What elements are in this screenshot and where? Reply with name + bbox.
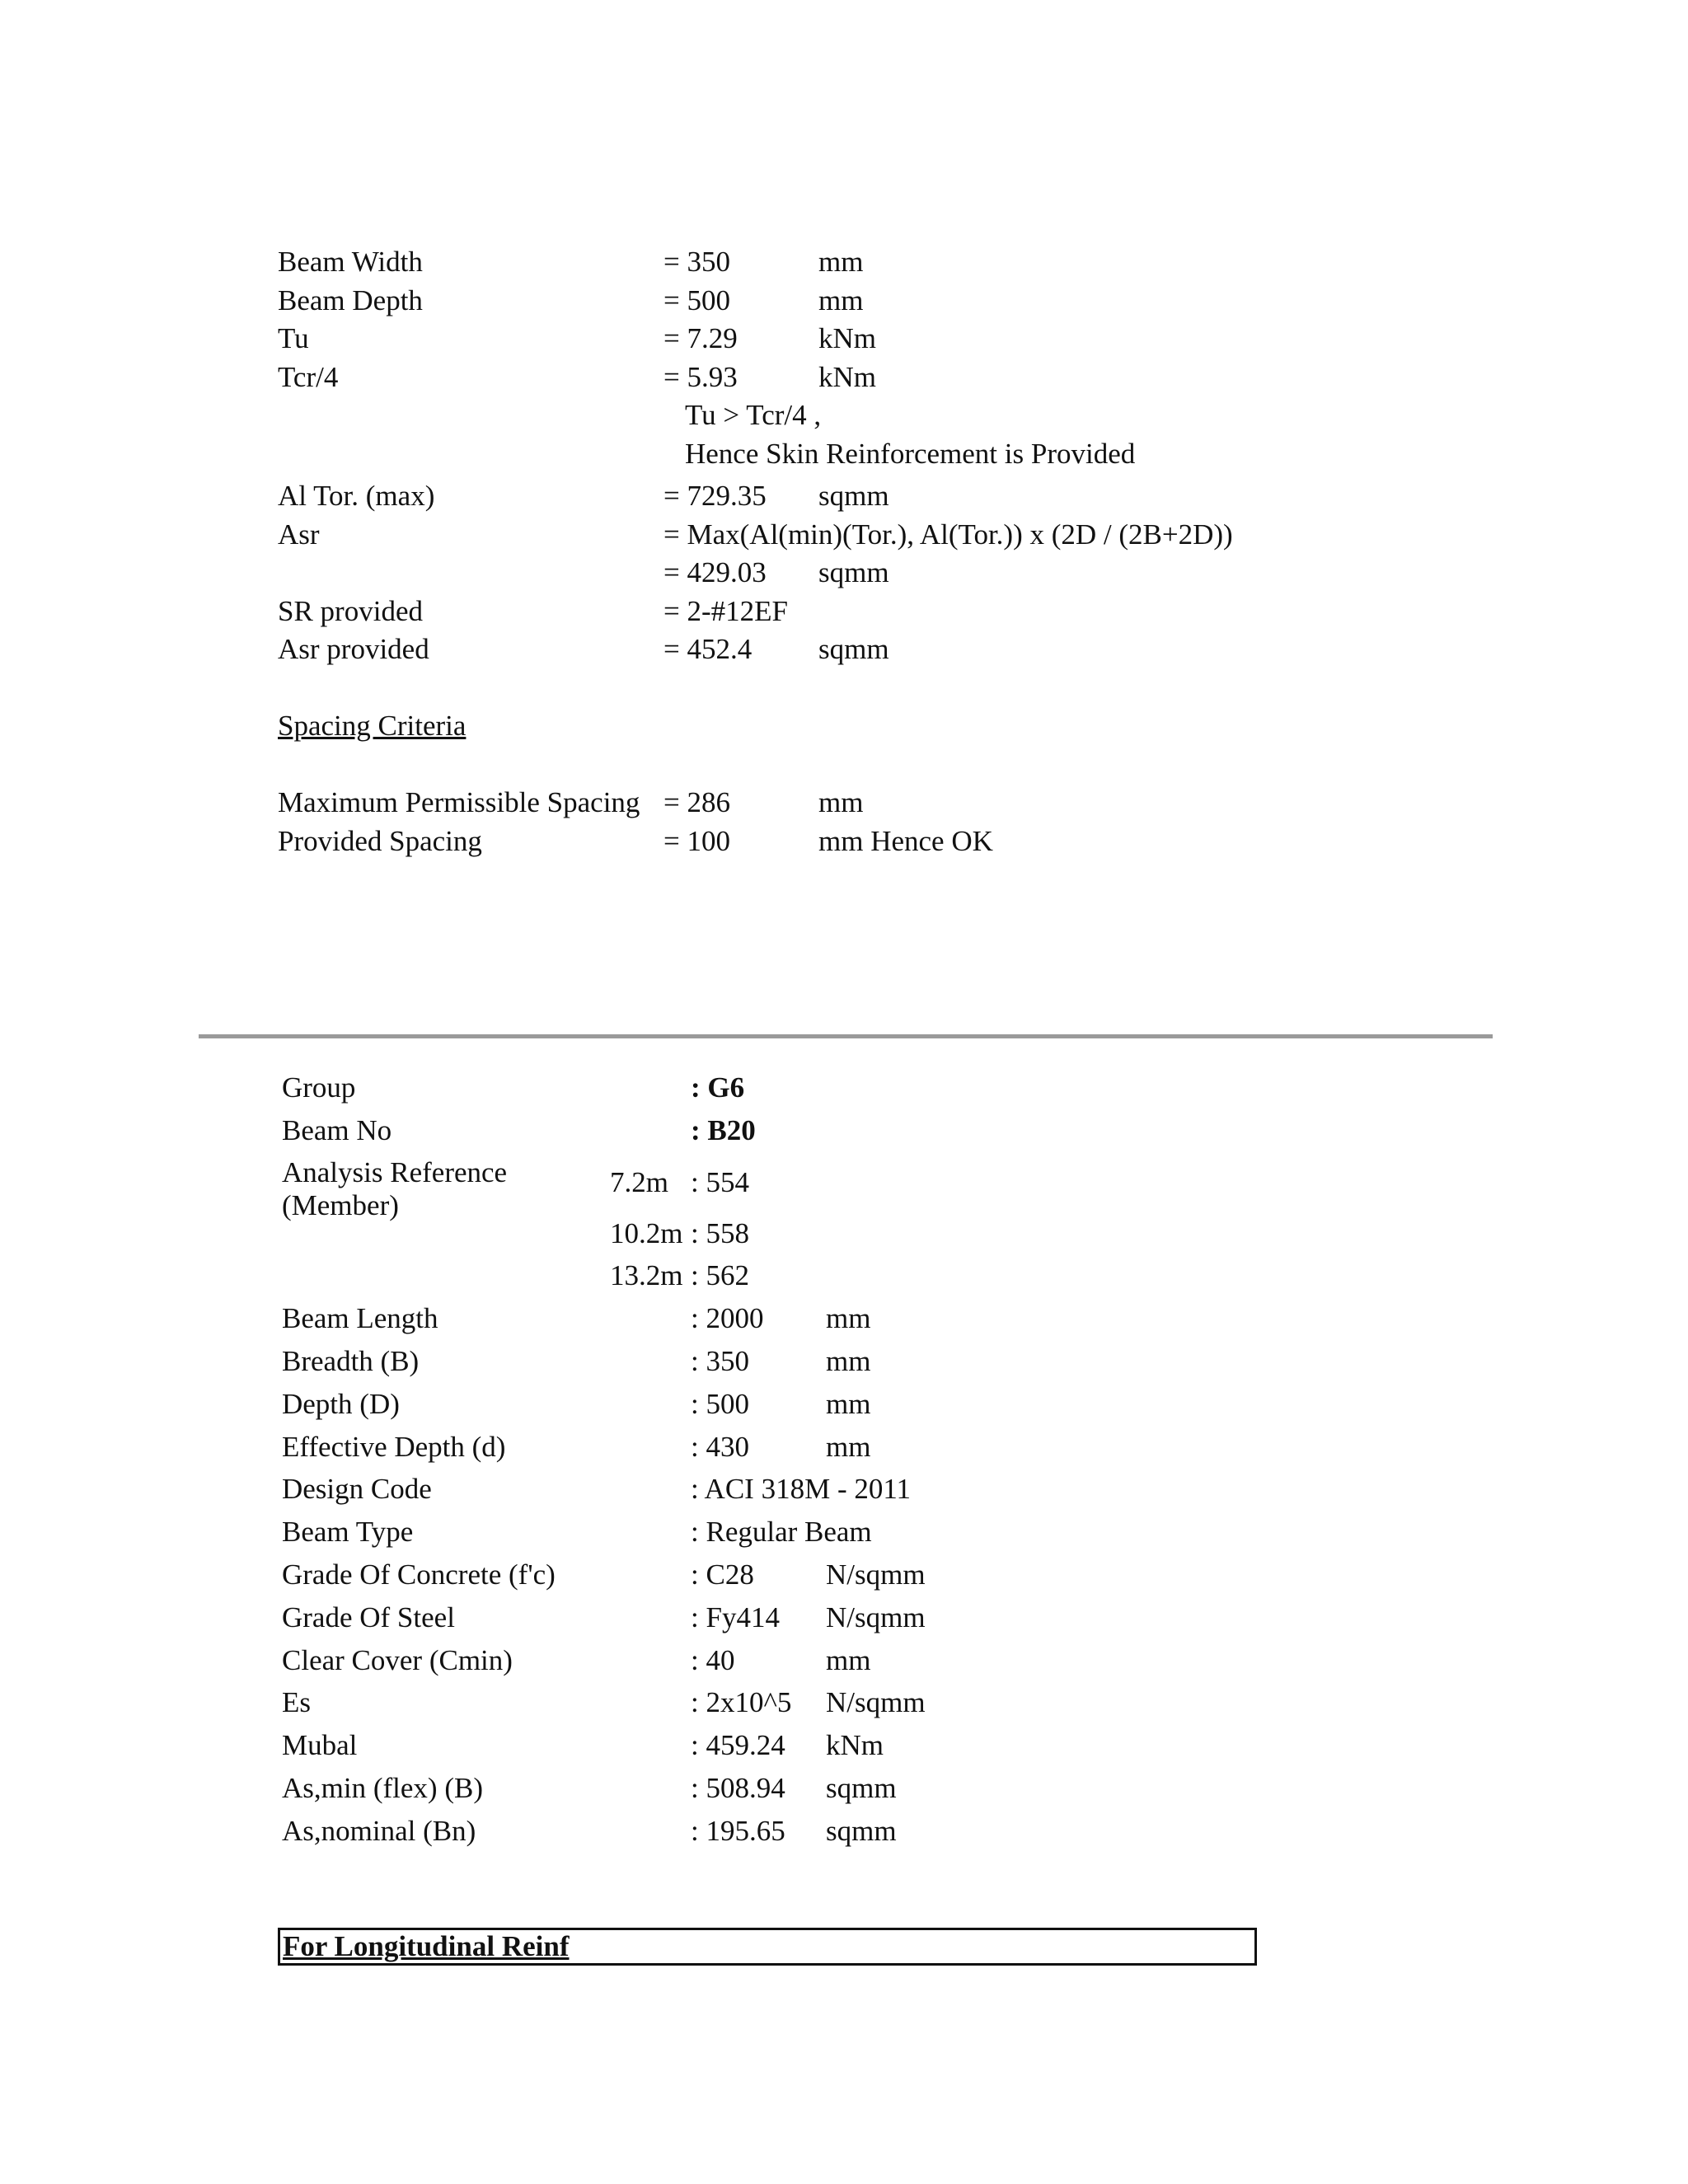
row-label: Beam Width xyxy=(278,246,423,278)
row-value: : Fy414 xyxy=(691,1601,780,1633)
row-unit: mm xyxy=(826,1302,871,1335)
row-value: = 2-#12EF xyxy=(663,594,788,627)
property-row xyxy=(0,1596,1688,1639)
row-unit: mm xyxy=(818,246,864,278)
row-unit: mm xyxy=(818,786,864,818)
row-value: : 500 xyxy=(691,1387,749,1420)
row-unit: kNm xyxy=(818,360,876,393)
row-value: : 430 xyxy=(691,1430,749,1463)
row-label: As,min (flex) (B) xyxy=(282,1771,483,1804)
group-value: : G6 xyxy=(691,1071,745,1104)
property-row xyxy=(0,1554,1688,1596)
member-position: 13.2m xyxy=(610,1259,683,1292)
row-value: = 350 xyxy=(663,246,730,278)
label-line: Analysis Reference xyxy=(282,1155,508,1188)
property-row xyxy=(0,1426,1688,1469)
longitudinal-reinf-heading: For Longitudinal Reinf xyxy=(278,1928,1257,1966)
asr-provided-row xyxy=(0,630,1688,669)
row-label: Tu xyxy=(278,322,309,354)
note-line: Hence Skin Reinforcement is Provided xyxy=(685,437,1136,470)
row-value: : C28 xyxy=(691,1558,754,1591)
sr-provided-row xyxy=(0,593,1688,631)
row-unit: N/sqmm xyxy=(826,1686,926,1719)
row-label: Group xyxy=(282,1071,356,1104)
spacing-heading-row xyxy=(0,707,1688,746)
row-unit: kNm xyxy=(818,322,876,354)
asr-formula: = Max(Al(min)(Tor.), Al(Tor.)) x (2D / (2B+2D)) xyxy=(663,518,1233,551)
tcr-row xyxy=(0,359,1688,397)
property-row xyxy=(0,1340,1688,1383)
row-label: Beam No xyxy=(282,1113,392,1146)
row-value: = 500 xyxy=(663,284,730,316)
property-row xyxy=(0,1511,1688,1554)
row-value: : 2x10^5 xyxy=(691,1686,792,1719)
row-value: : 40 xyxy=(691,1643,735,1676)
row-unit: sqmm xyxy=(818,633,889,665)
provided-spacing-row xyxy=(0,823,1688,861)
property-row xyxy=(0,1681,1688,1724)
row-value: = 7.29 xyxy=(663,322,738,354)
row-value: : 459.24 xyxy=(691,1729,785,1762)
row-label: Beam Length xyxy=(282,1302,438,1335)
torsion-section xyxy=(0,243,1688,860)
beam-depth-row xyxy=(0,282,1688,321)
section-divider xyxy=(199,1034,1493,1038)
tu-row xyxy=(0,320,1688,359)
beam-no-value: : B20 xyxy=(691,1113,756,1146)
row-unit: mm xyxy=(826,1643,871,1676)
analysis-ref-row xyxy=(0,1212,1688,1255)
asr-formula-row xyxy=(0,516,1688,555)
max-spacing-row xyxy=(0,784,1688,823)
row-label: Design Code xyxy=(282,1473,432,1506)
property-row xyxy=(0,1383,1688,1426)
row-unit: sqmm xyxy=(818,556,889,588)
row-label: Depth (D) xyxy=(282,1387,400,1420)
property-row xyxy=(0,1297,1688,1340)
member-number: : 558 xyxy=(691,1216,749,1249)
row-unit: kNm xyxy=(826,1729,884,1762)
analysis-ref-row xyxy=(0,1152,1688,1221)
property-row xyxy=(0,1468,1688,1511)
row-unit: N/sqmm xyxy=(826,1601,926,1633)
row-value: = 729.35 xyxy=(663,480,767,512)
row-unit: sqmm xyxy=(826,1771,897,1804)
row-label: Provided Spacing xyxy=(278,824,482,857)
beam-no-row xyxy=(0,1109,1688,1152)
property-row xyxy=(0,1767,1688,1810)
row-unit: mm xyxy=(826,1430,871,1463)
row-label: Clear Cover (Cmin) xyxy=(282,1643,513,1676)
row-unit: mm Hence OK xyxy=(818,824,993,857)
row-label: As,nominal (Bn) xyxy=(282,1814,476,1847)
row-label: Tcr/4 xyxy=(278,360,339,393)
beam-width-row xyxy=(0,243,1688,282)
row-value: : ACI 318M - 2011 xyxy=(691,1473,912,1506)
row-label: Grade Of Concrete (f'c) xyxy=(282,1558,556,1591)
row-value: = 429.03 xyxy=(663,556,767,588)
row-unit: mm xyxy=(826,1344,871,1377)
member-position: 7.2m xyxy=(610,1165,668,1198)
row-value: : 2000 xyxy=(691,1302,764,1335)
row-value: = 286 xyxy=(663,786,730,818)
row-value: = 100 xyxy=(663,824,730,857)
row-unit: N/sqmm xyxy=(826,1558,926,1591)
row-unit: sqmm xyxy=(826,1814,897,1847)
row-label: Al Tor. (max) xyxy=(278,480,435,512)
torsion-conclusion-note xyxy=(0,435,1688,474)
al-tor-row xyxy=(0,477,1688,516)
row-value: : 508.94 xyxy=(691,1771,785,1804)
row-label: Beam Type xyxy=(282,1516,414,1549)
property-row xyxy=(0,1724,1688,1767)
member-number: : 554 xyxy=(691,1165,749,1198)
group-row xyxy=(0,1066,1688,1109)
row-value: : Regular Beam xyxy=(691,1516,872,1549)
row-label: Grade Of Steel xyxy=(282,1601,455,1633)
row-unit: sqmm xyxy=(818,480,889,512)
row-label: Asr provided xyxy=(278,633,429,665)
row-value: = 452.4 xyxy=(663,633,753,665)
row-label: Breadth (B) xyxy=(282,1344,420,1377)
row-label: Beam Depth xyxy=(278,284,423,316)
member-position: 10.2m xyxy=(610,1216,683,1249)
row-label: Asr xyxy=(278,518,320,551)
row-label: SR provided xyxy=(278,594,423,627)
row-value: : 350 xyxy=(691,1344,749,1377)
torsion-check-note xyxy=(0,396,1688,435)
row-unit: mm xyxy=(818,284,864,316)
property-row xyxy=(0,1639,1688,1682)
note-line: Tu > Tcr/4 , xyxy=(685,399,822,431)
asr-value-row xyxy=(0,554,1688,593)
property-row xyxy=(0,1810,1688,1853)
row-value: : 195.65 xyxy=(691,1814,785,1847)
row-label: Mubal xyxy=(282,1729,358,1762)
row-unit: mm xyxy=(826,1387,871,1420)
row-label: Maximum Permissible Spacing xyxy=(278,786,640,818)
member-number: : 562 xyxy=(691,1259,749,1292)
row-label: Es xyxy=(282,1686,311,1719)
label-line: (Member) xyxy=(282,1188,399,1221)
beam-data-section xyxy=(0,1066,1688,1853)
section-heading: Spacing Criteria xyxy=(278,710,467,742)
row-value: = 5.93 xyxy=(663,360,738,393)
row-label: Effective Depth (d) xyxy=(282,1430,506,1463)
analysis-ref-row xyxy=(0,1254,1688,1297)
